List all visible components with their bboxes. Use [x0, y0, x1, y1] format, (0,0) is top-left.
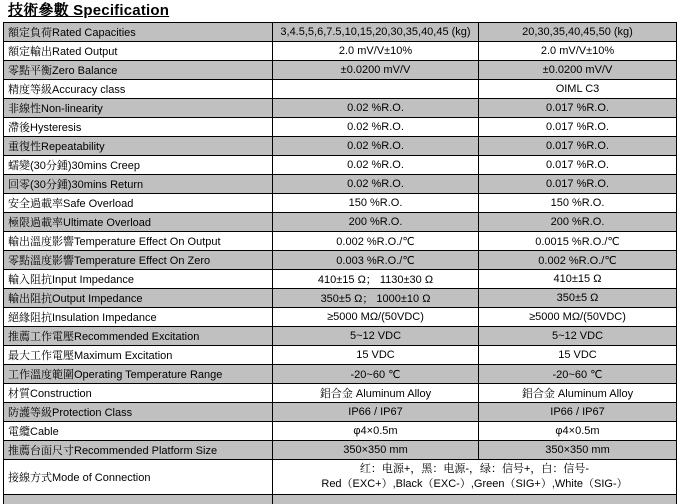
spec-value-col2: 20,30,35,40,45,50 (kg): [479, 23, 677, 42]
spec-label: 推薦台面尺寸Recommended Platform Size: [4, 441, 273, 460]
spec-value-col2: ≥5000 MΩ/(50VDC): [479, 308, 677, 327]
partial-cell-label: [4, 495, 273, 504]
table-row: [4, 441, 677, 460]
spec-label: 極限過載率Ultimate Overload: [4, 213, 273, 232]
spec-value-col2: 0.017 %R.O.: [479, 156, 677, 175]
spec-value-col2: 0.017 %R.O.: [479, 137, 677, 156]
table-row: [4, 80, 677, 99]
specification-table: [3, 22, 677, 504]
spec-value-col2: 2.0 mV/V±10%: [479, 42, 677, 61]
spec-label: 電纜Cable: [4, 422, 273, 441]
spec-label: 輸出溫度影響Temperature Effect On Output: [4, 232, 273, 251]
table-row: [4, 23, 677, 42]
table-row: [4, 251, 677, 270]
spec-value-col2: 0.017 %R.O.: [479, 99, 677, 118]
spec-value-col1: 3,4.5,5,6,7.5,10,15,20,30,35,40,45 (kg): [273, 23, 479, 42]
spec-label: 滯後Hysteresis: [4, 118, 273, 137]
spec-value-col1: 0.02 %R.O.: [273, 99, 479, 118]
spec-value-col2: -20~60 ℃: [479, 365, 677, 384]
spec-value-col2: OIML C3: [479, 80, 677, 99]
spec-value-col2: φ4×0.5m: [479, 422, 677, 441]
table-row: [4, 194, 677, 213]
spec-value-col1: 410±15 Ω； 1130±30 Ω: [273, 270, 479, 289]
table-row: [4, 422, 677, 441]
spec-value-col2: 鋁合金 Aluminum Alloy: [479, 384, 677, 403]
connection-line-chinese: 红：电源+，黑：电源-，绿：信号+，白：信号-: [359, 463, 590, 475]
spec-label: 精度等級Accuracy class: [4, 80, 273, 99]
spec-label: 絕緣阻抗Insulation Impedance: [4, 308, 273, 327]
table-row: [4, 384, 677, 403]
spec-value-col2: 350×350 mm: [479, 441, 677, 460]
table-row: [4, 403, 677, 422]
spec-label: 回零(30分鍾)30mins Return: [4, 175, 273, 194]
spec-value-col1: 350×350 mm: [273, 441, 479, 460]
table-row: [4, 118, 677, 137]
spec-label: 輸出阻抗Output Impedance: [4, 289, 273, 308]
spec-label: 額定輸出Rated Output: [4, 42, 273, 61]
spec-value-col1: 0.02 %R.O.: [273, 175, 479, 194]
connection-value: [273, 460, 677, 495]
table-row: [4, 156, 677, 175]
spec-label: 接線方式Mode of Connection: [4, 460, 273, 495]
spec-value-col1: 350±5 Ω； 1000±10 Ω: [273, 289, 479, 308]
spec-value-col1: 0.02 %R.O.: [273, 156, 479, 175]
spec-label: 輸入阻抗Input Impedance: [4, 270, 273, 289]
spec-label: 材質Construction: [4, 384, 273, 403]
spec-value-col2: 5~12 VDC: [479, 327, 677, 346]
spec-value-col1: 鋁合金 Aluminum Alloy: [273, 384, 479, 403]
spec-label: 工作溫度範圍Operating Temperature Range: [4, 365, 273, 384]
spec-value-col1: 200 %R.O.: [273, 213, 479, 232]
spec-label: 蠕變(30分鍾)30mins Creep: [4, 156, 273, 175]
spec-value-col1: 150 %R.O.: [273, 194, 479, 213]
spec-label: 防護等級Protection Class: [4, 403, 273, 422]
spec-value-col2: 410±15 Ω: [479, 270, 677, 289]
spec-value-col1: ±0.0200 mV/V: [273, 61, 479, 80]
table-row-partial: [4, 495, 677, 504]
table-row: [4, 365, 677, 384]
spec-value-col2: 200 %R.O.: [479, 213, 677, 232]
partial-cell-value: [273, 495, 677, 504]
table-row: [4, 232, 677, 251]
spec-value-col1: [273, 80, 479, 99]
spec-value-col1: 0.002 %R.O./℃: [273, 232, 479, 251]
spec-label: 推薦工作電壓Recommended Excitation: [4, 327, 273, 346]
spec-value-col2: 0.017 %R.O.: [479, 118, 677, 137]
table-row: [4, 327, 677, 346]
spec-value-col2: 0.0015 %R.O./℃: [479, 232, 677, 251]
page-title: 技術參數 Specification: [8, 2, 170, 19]
spec-label: 零點溫度影響Temperature Effect On Zero: [4, 251, 273, 270]
table-row: [4, 289, 677, 308]
spec-value-col1: 0.02 %R.O.: [273, 118, 479, 137]
table-row: [4, 308, 677, 327]
spec-value-col1: ≥5000 MΩ/(50VDC): [273, 308, 479, 327]
spec-value-col2: 15 VDC: [479, 346, 677, 365]
spec-label: 額定負荷Rated Capacities: [4, 23, 273, 42]
spec-value-col1: IP66 / IP67: [273, 403, 479, 422]
connection-line-english: Red（EXC+）,Black（EXC-）,Green（SIG+）,White（SIG-）: [321, 478, 628, 490]
table-row: [4, 61, 677, 80]
spec-value-col2: IP66 / IP67: [479, 403, 677, 422]
table-row: [4, 270, 677, 289]
spec-label: 最大工作電壓Maximum Excitation: [4, 346, 273, 365]
table-row: [4, 42, 677, 61]
spec-value-col2: 150 %R.O.: [479, 194, 677, 213]
spec-value-col2: 0.002 %R.O./℃: [479, 251, 677, 270]
spec-label: 重復性Repeatability: [4, 137, 273, 156]
spec-value-col1: 2.0 mV/V±10%: [273, 42, 479, 61]
spec-value-col1: 0.02 %R.O.: [273, 137, 479, 156]
table-row: [4, 137, 677, 156]
spec-value-col2: 350±5 Ω: [479, 289, 677, 308]
spec-label: 安全過載率Safe Overload: [4, 194, 273, 213]
spec-value-col1: -20~60 ℃: [273, 365, 479, 384]
spec-value-col2: ±0.0200 mV/V: [479, 61, 677, 80]
spec-label: 零點平衡Zero Balance: [4, 61, 273, 80]
spec-value-col2: 0.017 %R.O.: [479, 175, 677, 194]
table-row: [4, 346, 677, 365]
spec-value-col1: φ4×0.5m: [273, 422, 479, 441]
table-row: [4, 213, 677, 232]
spec-label: 非線性Non-linearity: [4, 99, 273, 118]
table-row: [4, 175, 677, 194]
table-row-mode-of-connection: [4, 460, 677, 495]
spec-value-col1: 5~12 VDC: [273, 327, 479, 346]
table-row: [4, 99, 677, 118]
spec-value-col1: 15 VDC: [273, 346, 479, 365]
spec-value-col1: 0.003 %R.O./℃: [273, 251, 479, 270]
